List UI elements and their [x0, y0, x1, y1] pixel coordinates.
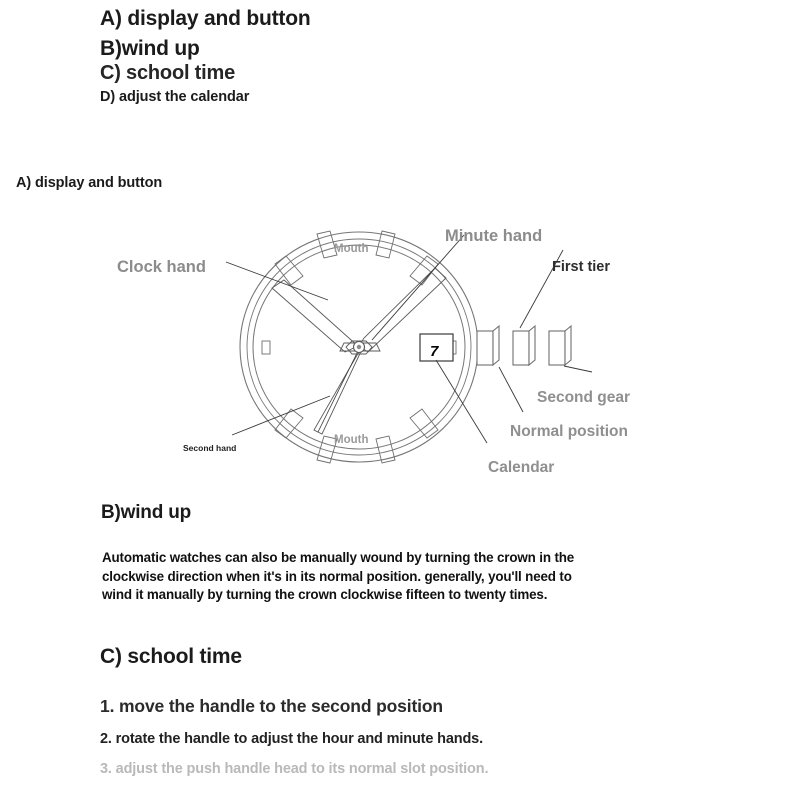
toc-item-b: B)wind up [100, 37, 200, 60]
section-b-line-3: wind it manually by turning the crown clockwise fifteen to twenty times. [102, 587, 548, 602]
label-clock-hand: Clock hand [117, 258, 206, 276]
crown-first-tier [513, 326, 535, 365]
table-of-contents [100, 8, 620, 105]
dial-label-mouth-top: Mouth [334, 243, 369, 255]
label-second-gear: Second gear [537, 389, 631, 406]
section-b-line-1: Automatic watches can also be manually wound by turning the crown in the [102, 550, 575, 565]
label-second-hand: Second hand [183, 443, 237, 453]
toc-item-a: A) display and button [100, 7, 311, 30]
watch-diagram [0, 200, 800, 490]
date-window-value: 7 [430, 343, 439, 360]
section-b-body [102, 549, 702, 605]
section-b-line-2: clockwise direction when it's in its normal position. generally, you'll need to [102, 568, 572, 584]
dial-label-mouth-bottom: Mouth [334, 434, 369, 446]
crown-normal-position [477, 326, 499, 365]
section-c-step-1: 1. move the handle to the second position [100, 696, 443, 716]
leader-lines [226, 235, 592, 443]
hands-pivot-center [357, 345, 361, 349]
label-minute-hand: Minute hand [445, 227, 543, 245]
label-calendar: Calendar [488, 459, 555, 476]
label-first-tier: First tier [552, 259, 611, 275]
section-a-heading: A) display and button [16, 175, 163, 191]
section-c-heading: C) school time [100, 645, 242, 668]
label-normal-position: Normal position [510, 423, 628, 440]
section-b-heading: B)wind up [101, 502, 192, 523]
section-c-step-2: 2. rotate the handle to adjust the hour and minute hands. [100, 731, 483, 747]
section-c-step-3: 3. adjust the push handle head to its normal slot position. [100, 761, 489, 777]
toc-item-d: D) adjust the calendar [100, 89, 250, 105]
crown-second-gear [549, 326, 571, 365]
toc-item-c: C) school time [100, 62, 235, 84]
